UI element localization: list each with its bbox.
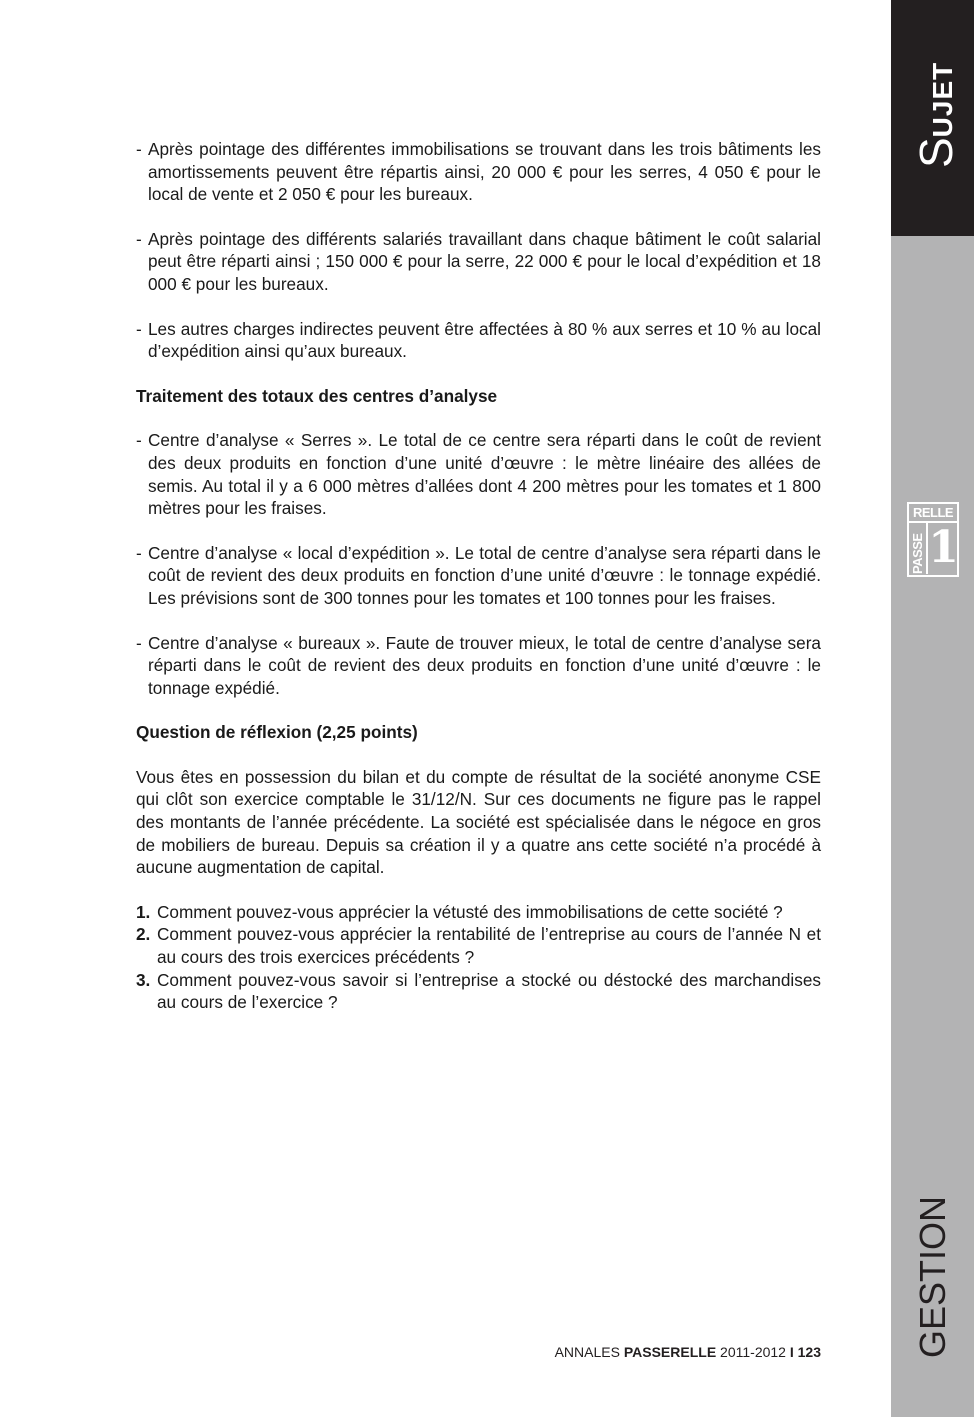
list-item: - Après pointage des différentes immobilisations se trouvant dans les trois bâtiments les amortissements peuvent être répartis ainsi, 20 000 € pour les serres, 4 050 € pour le local de vente et 2 050 € pour les bureaux.	[136, 139, 821, 205]
question-list	[136, 901, 821, 1014]
section-heading: Traitement des totaux des centres d’analyse	[136, 385, 498, 406]
list-item: - Après pointage des différents salariés travaillant dans chaque bâtiment le coût salarial peut être réparti ainsi ; 150 000 € pour la serre, 22 000 € pour le local d’expédition et 18 000 € pour les bureaux.	[136, 228, 821, 294]
sidebar-header	[891, 0, 974, 236]
passerelle-logo	[907, 502, 959, 577]
page-body	[136, 138, 821, 1014]
list-item: - Centre d’analyse « local d’expédition ». Le total de centre d’analyse sera réparti dans le coût de revient des deux produits en fonction d’une unité d’œuvre : le tonnage expédié. Les prévisions sont de 300 tonnes pour les tomates et 100 tonnes pour les fraises.	[136, 542, 821, 608]
question-item: 2. Comment pouvez-vous apprécier la rentabilité de l’entreprise au cours de l’année N et au cours des trois exercices précédents ?	[136, 924, 821, 968]
question-heading: Question de réflexion (2,25 points)	[136, 722, 418, 743]
list-item: - Les autres charges indirectes peuvent être affectées à 80 % aux serres et 10 % au local d’expédition ainsi qu’aux bureaux.	[136, 318, 821, 362]
section-label: SUJET	[910, 61, 962, 168]
question-paragraph: Vous êtes en possession du bilan et du compte de résultat de la société anonyme CSE qui clôt son exercice comptable le 31/12/N. Sur ces documents ne figure pas le rappel des montants de l’année précédente. La société est spécialisée dans le négoce en gros de mobiliers de bureau. Depuis sa création il y a quatre ans cette société n’a procédé à aucune augmentation de capital.	[136, 766, 821, 878]
logo-number: 1	[926, 522, 959, 574]
question-item: 1. Comment pouvez-vous apprécier la vétusté des immobilisations de cette société ?	[136, 901, 783, 922]
list-item: - Centre d’analyse « bureaux ». Faute de trouver mieux, le total de centre d’analyse sera réparti dans le coût de revient des deux produits en fonction d’une unité d’œuvre : le tonnage expédié.	[136, 632, 821, 698]
list-item: - Centre d’analyse « Serres ». Le total de ce centre sera réparti dans le coût de revient des deux produits en fonction d’une unité d’œuvre : le mètre linéaire des allées de semis. Au total il y a 6 000 mètres d’allées dont 4 200 mètres pour les tomates et 1 800 mètres pour les fraises.	[136, 430, 821, 519]
subject-label: GESTION	[912, 1195, 953, 1358]
page-footer: ANNALES PASSERELLE 2011-2012 I 123	[554, 1344, 821, 1360]
logo-top-text: RELLE	[909, 504, 957, 523]
question-item: 3. Comment pouvez-vous savoir si l’entreprise a stocké ou déstocké des marchandises au cours de l’exercice ?	[136, 969, 821, 1013]
sidebar	[891, 0, 974, 1417]
logo-side-text: PASSE	[910, 533, 925, 574]
page-number: 123	[797, 1344, 821, 1360]
